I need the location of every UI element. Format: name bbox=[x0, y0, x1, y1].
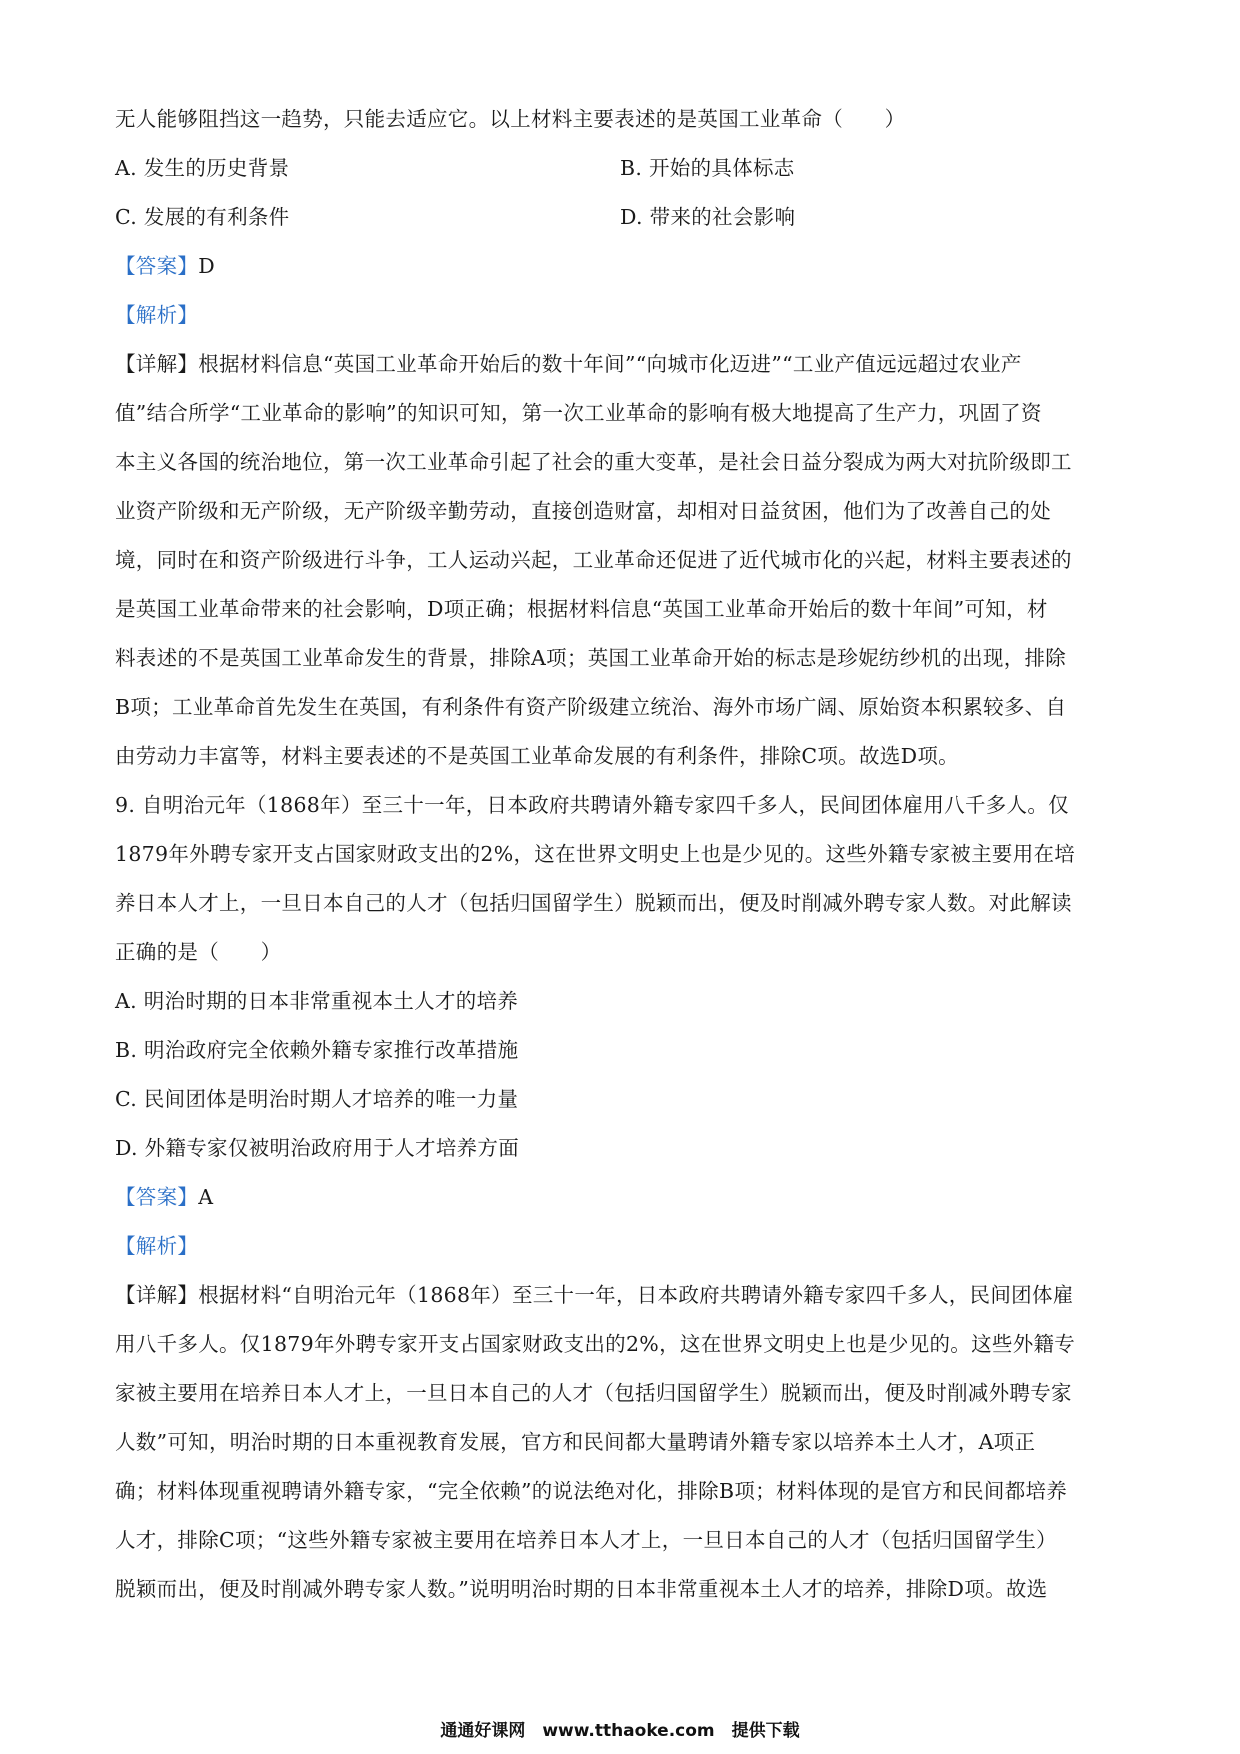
q8-detail-line: 料表述的不是英国工业革命发生的背景，排除A项；英国工业革命开始的标志是珍妮纺纱机的出现，排除 bbox=[115, 646, 1067, 670]
q8-answer bbox=[115, 242, 1125, 291]
answer-value: A bbox=[198, 1185, 214, 1209]
q9-detail-line: 确；材料体现重视聘请外籍专家，“完全依赖”的说法绝对化，排除B项；材料体现的是官方和民间都培养 bbox=[115, 1479, 1068, 1503]
q8-options-row-2 bbox=[115, 193, 1125, 242]
q8-detail-line: 是英国工业革命带来的社会影响，D项正确；根据材料信息“英国工业革命开始后的数十年间”可知，材 bbox=[115, 597, 1048, 621]
q9-stem-line: 养日本人才上，一旦日本自己的人才（包括归国留学生）脱颖而出，便及时削减外聘专家人数。对此解读 bbox=[115, 891, 1072, 915]
q8-detail-line: 本主义各国的统治地位，第一次工业革命引起了社会的重大变革，是社会日益分裂成为两大对抗阶级即工 bbox=[115, 450, 1072, 474]
q8-option-a: A. 发生的历史背景 bbox=[115, 156, 290, 180]
q8-options-row-1 bbox=[115, 144, 1125, 193]
q8-detail-line bbox=[115, 340, 1125, 389]
q9-analysis bbox=[115, 1222, 1125, 1271]
q8-option-b: B. 开始的具体标志 bbox=[620, 156, 795, 180]
q9-stem-line: 9. 自明治元年（1868年）至三十一年，日本政府共聘请外籍专家四千多人，民间团体雇用八千多人。仅 bbox=[115, 793, 1069, 817]
q9-detail-line: 用八千多人。仅1879年外聘专家开支占国家财政支出的2%，这在世界文明史上也是少见的。这些外籍专 bbox=[115, 1332, 1076, 1356]
answer-tag: 【答案】 bbox=[115, 254, 199, 278]
q9-option-a: A. 明治时期的日本非常重视本土人才的培养 bbox=[115, 989, 519, 1013]
detail-tag: 【详解】 bbox=[115, 1283, 199, 1307]
q8-detail-line: 境，同时在和资产阶级进行斗争，工人运动兴起，工业革命还促进了近代城市化的兴起，材料主要表述的 bbox=[115, 548, 1072, 572]
q9-detail-line: 脱颖而出，便及时削减外聘专家人数。”说明明治时期的日本非常重视本土人才的培养，排除D项。故选 bbox=[115, 1577, 1048, 1601]
q9-detail-line bbox=[115, 1271, 1125, 1320]
analysis-tag: 【解析】 bbox=[115, 303, 199, 327]
answer-tag: 【答案】 bbox=[115, 1185, 199, 1209]
q9-stem-line: 正确的是（ ） bbox=[115, 940, 282, 964]
footer-watermark: 通通好课网 www.tthaoke.com 提供下载 bbox=[440, 1721, 800, 1741]
q9-detail-line: 家被主要用在培养日本人才上，一旦日本自己的人才（包括归国留学生）脱颖而出，便及时削减外聘专家 bbox=[115, 1381, 1072, 1405]
q9-answer bbox=[115, 1173, 1125, 1222]
answer-value: D bbox=[198, 254, 215, 278]
q8-stem-tail: 无人能够阻挡这一趋势，只能去适应它。以上材料主要表述的是英国工业革命（ ） bbox=[115, 107, 906, 131]
q8-option-d: D. 带来的社会影响 bbox=[620, 205, 796, 229]
document-body bbox=[115, 95, 1125, 1614]
q9-option-b: B. 明治政府完全依赖外籍专家推行改革措施 bbox=[115, 1038, 519, 1062]
detail-tag: 【详解】 bbox=[115, 352, 199, 376]
q9-option-d: D. 外籍专家仅被明治政府用于人才培养方面 bbox=[115, 1136, 520, 1160]
q9-detail-line: 人才，排除C项；“这些外籍专家被主要用在培养日本人才上，一旦日本自己的人才（包括归国留学生） bbox=[115, 1528, 1057, 1552]
detail-text: 根据材料“自明治元年（1868年）至三十一年，日本政府共聘请外籍专家四千多人，民间团体雇 bbox=[198, 1283, 1074, 1307]
q8-detail-line: 由劳动力丰富等，材料主要表述的不是英国工业革命发展的有利条件，排除C项。故选D项。 bbox=[115, 744, 959, 768]
q8-detail-line: 值”结合所学“工业革命的影响”的知识可知，第一次工业革命的影响有极大地提高了生产力，巩固了资 bbox=[115, 401, 1042, 425]
q8-detail-line: B项；工业革命首先发生在英国，有利条件有资产阶级建立统治、海外市场广阔、原始资本积累较多、自 bbox=[115, 695, 1067, 719]
q9-detail-line: 人数”可知，明治时期的日本重视教育发展，官方和民间都大量聘请外籍专家以培养本土人才，A项正 bbox=[115, 1430, 1036, 1454]
detail-text: 根据材料信息“英国工业革命开始后的数十年间”“向城市化迈进”“工业产值远远超过农业产 bbox=[198, 352, 1022, 376]
q8-option-c: C. 发展的有利条件 bbox=[115, 205, 290, 229]
q9-stem-line: 1879年外聘专家开支占国家财政支出的2%，这在世界文明史上也是少见的。这些外籍专家被主要用在培 bbox=[115, 842, 1076, 866]
q8-detail-line: 业资产阶级和无产阶级，无产阶级辛勤劳动，直接创造财富，却相对日益贫困，他们为了改善自己的处 bbox=[115, 499, 1051, 523]
analysis-tag: 【解析】 bbox=[115, 1234, 199, 1258]
q8-analysis bbox=[115, 291, 1125, 340]
q9-option-c: C. 民间团体是明治时期人才培养的唯一力量 bbox=[115, 1087, 519, 1111]
